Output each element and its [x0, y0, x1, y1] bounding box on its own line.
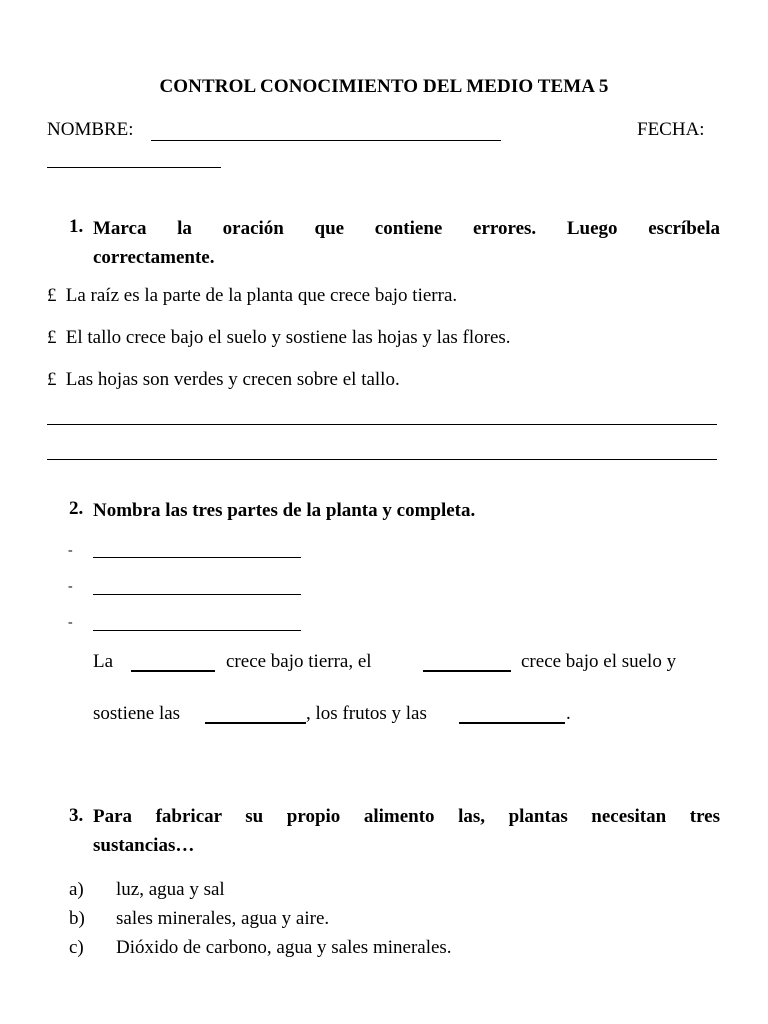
- option-3[interactable]: [47, 369, 400, 391]
- fill-text: .: [566, 703, 571, 724]
- option-letter-c[interactable]: c): [69, 937, 84, 958]
- fecha-field[interactable]: [47, 167, 221, 168]
- plant-part-field-2[interactable]: [93, 594, 301, 595]
- fill-text: , los frutos y las: [306, 703, 427, 724]
- question-3-number: 3.: [69, 805, 84, 826]
- fill-text: sostiene las: [93, 703, 181, 724]
- bullet-dash: -: [68, 543, 73, 558]
- question-1-prompt-line1: Marca la oración que contiene errores. Luego escríbela: [93, 218, 720, 239]
- question-1-prompt-line2: correctamente.: [93, 247, 215, 268]
- answer-line-1[interactable]: [47, 424, 717, 425]
- fill-blank-1[interactable]: [131, 651, 215, 672]
- question-3-prompt-line2: sustancias…: [93, 835, 195, 856]
- fill-blank-2[interactable]: [423, 651, 511, 672]
- nombre-field[interactable]: [151, 140, 501, 141]
- checkbox-icon[interactable]: £: [47, 327, 57, 348]
- fill-text: crece bajo tierra, el: [226, 651, 372, 672]
- question-1-number: 1.: [69, 216, 84, 237]
- nombre-label: NOMBRE:: [47, 119, 134, 140]
- plant-part-field-1[interactable]: [93, 557, 301, 558]
- fill-blank-3[interactable]: [205, 703, 306, 724]
- fill-text: La: [93, 651, 114, 672]
- option-letter-a[interactable]: a): [69, 879, 84, 900]
- option-3-text: Las hojas son verdes y crecen sobre el tallo.: [65, 369, 400, 390]
- fill-blank-4[interactable]: [459, 703, 565, 724]
- option-letter-b[interactable]: b): [69, 908, 85, 929]
- question-2-number: 2.: [69, 498, 84, 519]
- fill-text: crece bajo el suelo y: [521, 651, 677, 672]
- option-b-text: sales minerales, agua y aire.: [116, 908, 330, 929]
- bullet-dash: -: [68, 615, 73, 630]
- option-2[interactable]: [47, 327, 511, 349]
- option-1[interactable]: [47, 285, 457, 307]
- option-a-text: luz, agua y sal: [116, 879, 225, 900]
- option-1-text: La raíz es la parte de la planta que crece bajo tierra.: [65, 285, 458, 306]
- answer-line-2[interactable]: [47, 459, 717, 460]
- page-title: CONTROL CONOCIMIENTO DEL MEDIO TEMA 5: [159, 76, 609, 97]
- plant-part-field-3[interactable]: [93, 630, 301, 631]
- fecha-label: FECHA:: [637, 119, 705, 140]
- option-c-text: Dióxido de carbono, agua y sales minerales.: [116, 937, 452, 958]
- question-2-prompt: Nombra las tres partes de la planta y completa.: [93, 500, 476, 521]
- question-3-prompt-line1: Para fabricar su propio alimento las, plantas necesitan tres: [93, 806, 720, 827]
- option-2-text: El tallo crece bajo el suelo y sostiene las hojas y las flores.: [65, 327, 511, 348]
- checkbox-icon[interactable]: £: [47, 369, 57, 390]
- checkbox-icon[interactable]: £: [47, 285, 57, 306]
- bullet-dash: -: [68, 579, 73, 594]
